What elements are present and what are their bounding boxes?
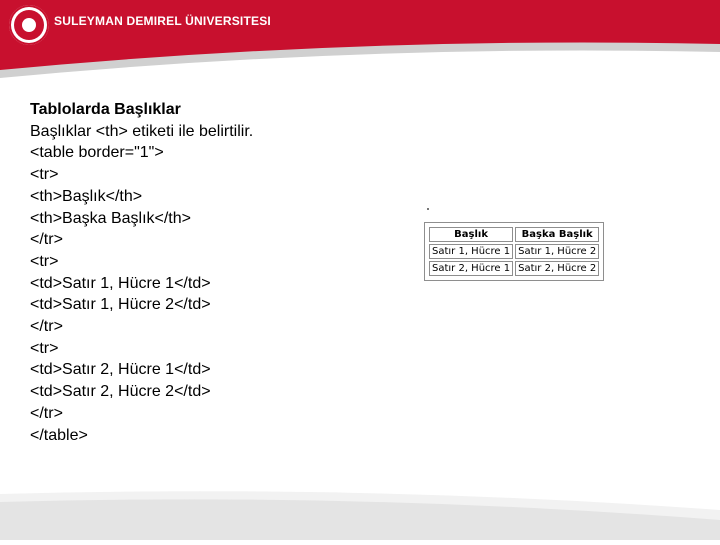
code-line: <tr> (30, 166, 59, 184)
header-banner (0, 0, 720, 78)
university-logo (9, 5, 49, 45)
table-header-cell: Başka Başlık (515, 227, 599, 242)
preview-table (427, 225, 601, 278)
code-line: <td>Satır 1, Hücre 2</td> (30, 296, 211, 314)
code-line: <td>Satır 2, Hücre 2</td> (30, 383, 211, 401)
rendered-table-preview (424, 222, 604, 281)
code-line: </tr> (30, 404, 63, 422)
code-line: <table border="1"> (30, 144, 164, 162)
preview-marker (427, 208, 429, 210)
code-line: <tr> (30, 252, 59, 270)
code-line: <td>Satır 1, Hücre 1</td> (30, 274, 211, 292)
table-row (429, 244, 599, 259)
table-cell: Satır 1, Hücre 1 (429, 244, 513, 259)
code-line: <tr> (30, 339, 59, 357)
table-cell: Satır 2, Hücre 1 (429, 261, 513, 276)
table-cell: Satır 1, Hücre 2 (515, 244, 599, 259)
code-line: <th>Başka Başlık</th> (30, 209, 191, 227)
content-line: Başlıklar <th> etiketi ile belirtilir. (30, 122, 254, 140)
table-cell: Satır 2, Hücre 2 (515, 261, 599, 276)
slide-header (0, 0, 720, 78)
code-line: <td>Satır 2, Hücre 1</td> (30, 361, 211, 379)
slide-content (30, 99, 410, 446)
code-line: </table> (30, 426, 88, 444)
code-line: <th>Başlık</th> (30, 187, 143, 205)
table-header-row (429, 227, 599, 242)
slide-title: Tablolarda Başlıklar (30, 101, 181, 118)
slide-footer (0, 480, 720, 540)
footer-swoosh (0, 480, 720, 540)
code-line: </tr> (30, 231, 63, 249)
logo-emblem-icon (14, 10, 44, 40)
table-row (429, 261, 599, 276)
code-line: </tr> (30, 318, 63, 336)
university-name: SULEYMAN DEMIREL ÜNIVERSITESI (54, 14, 271, 28)
table-header-cell: Başlık (429, 227, 513, 242)
